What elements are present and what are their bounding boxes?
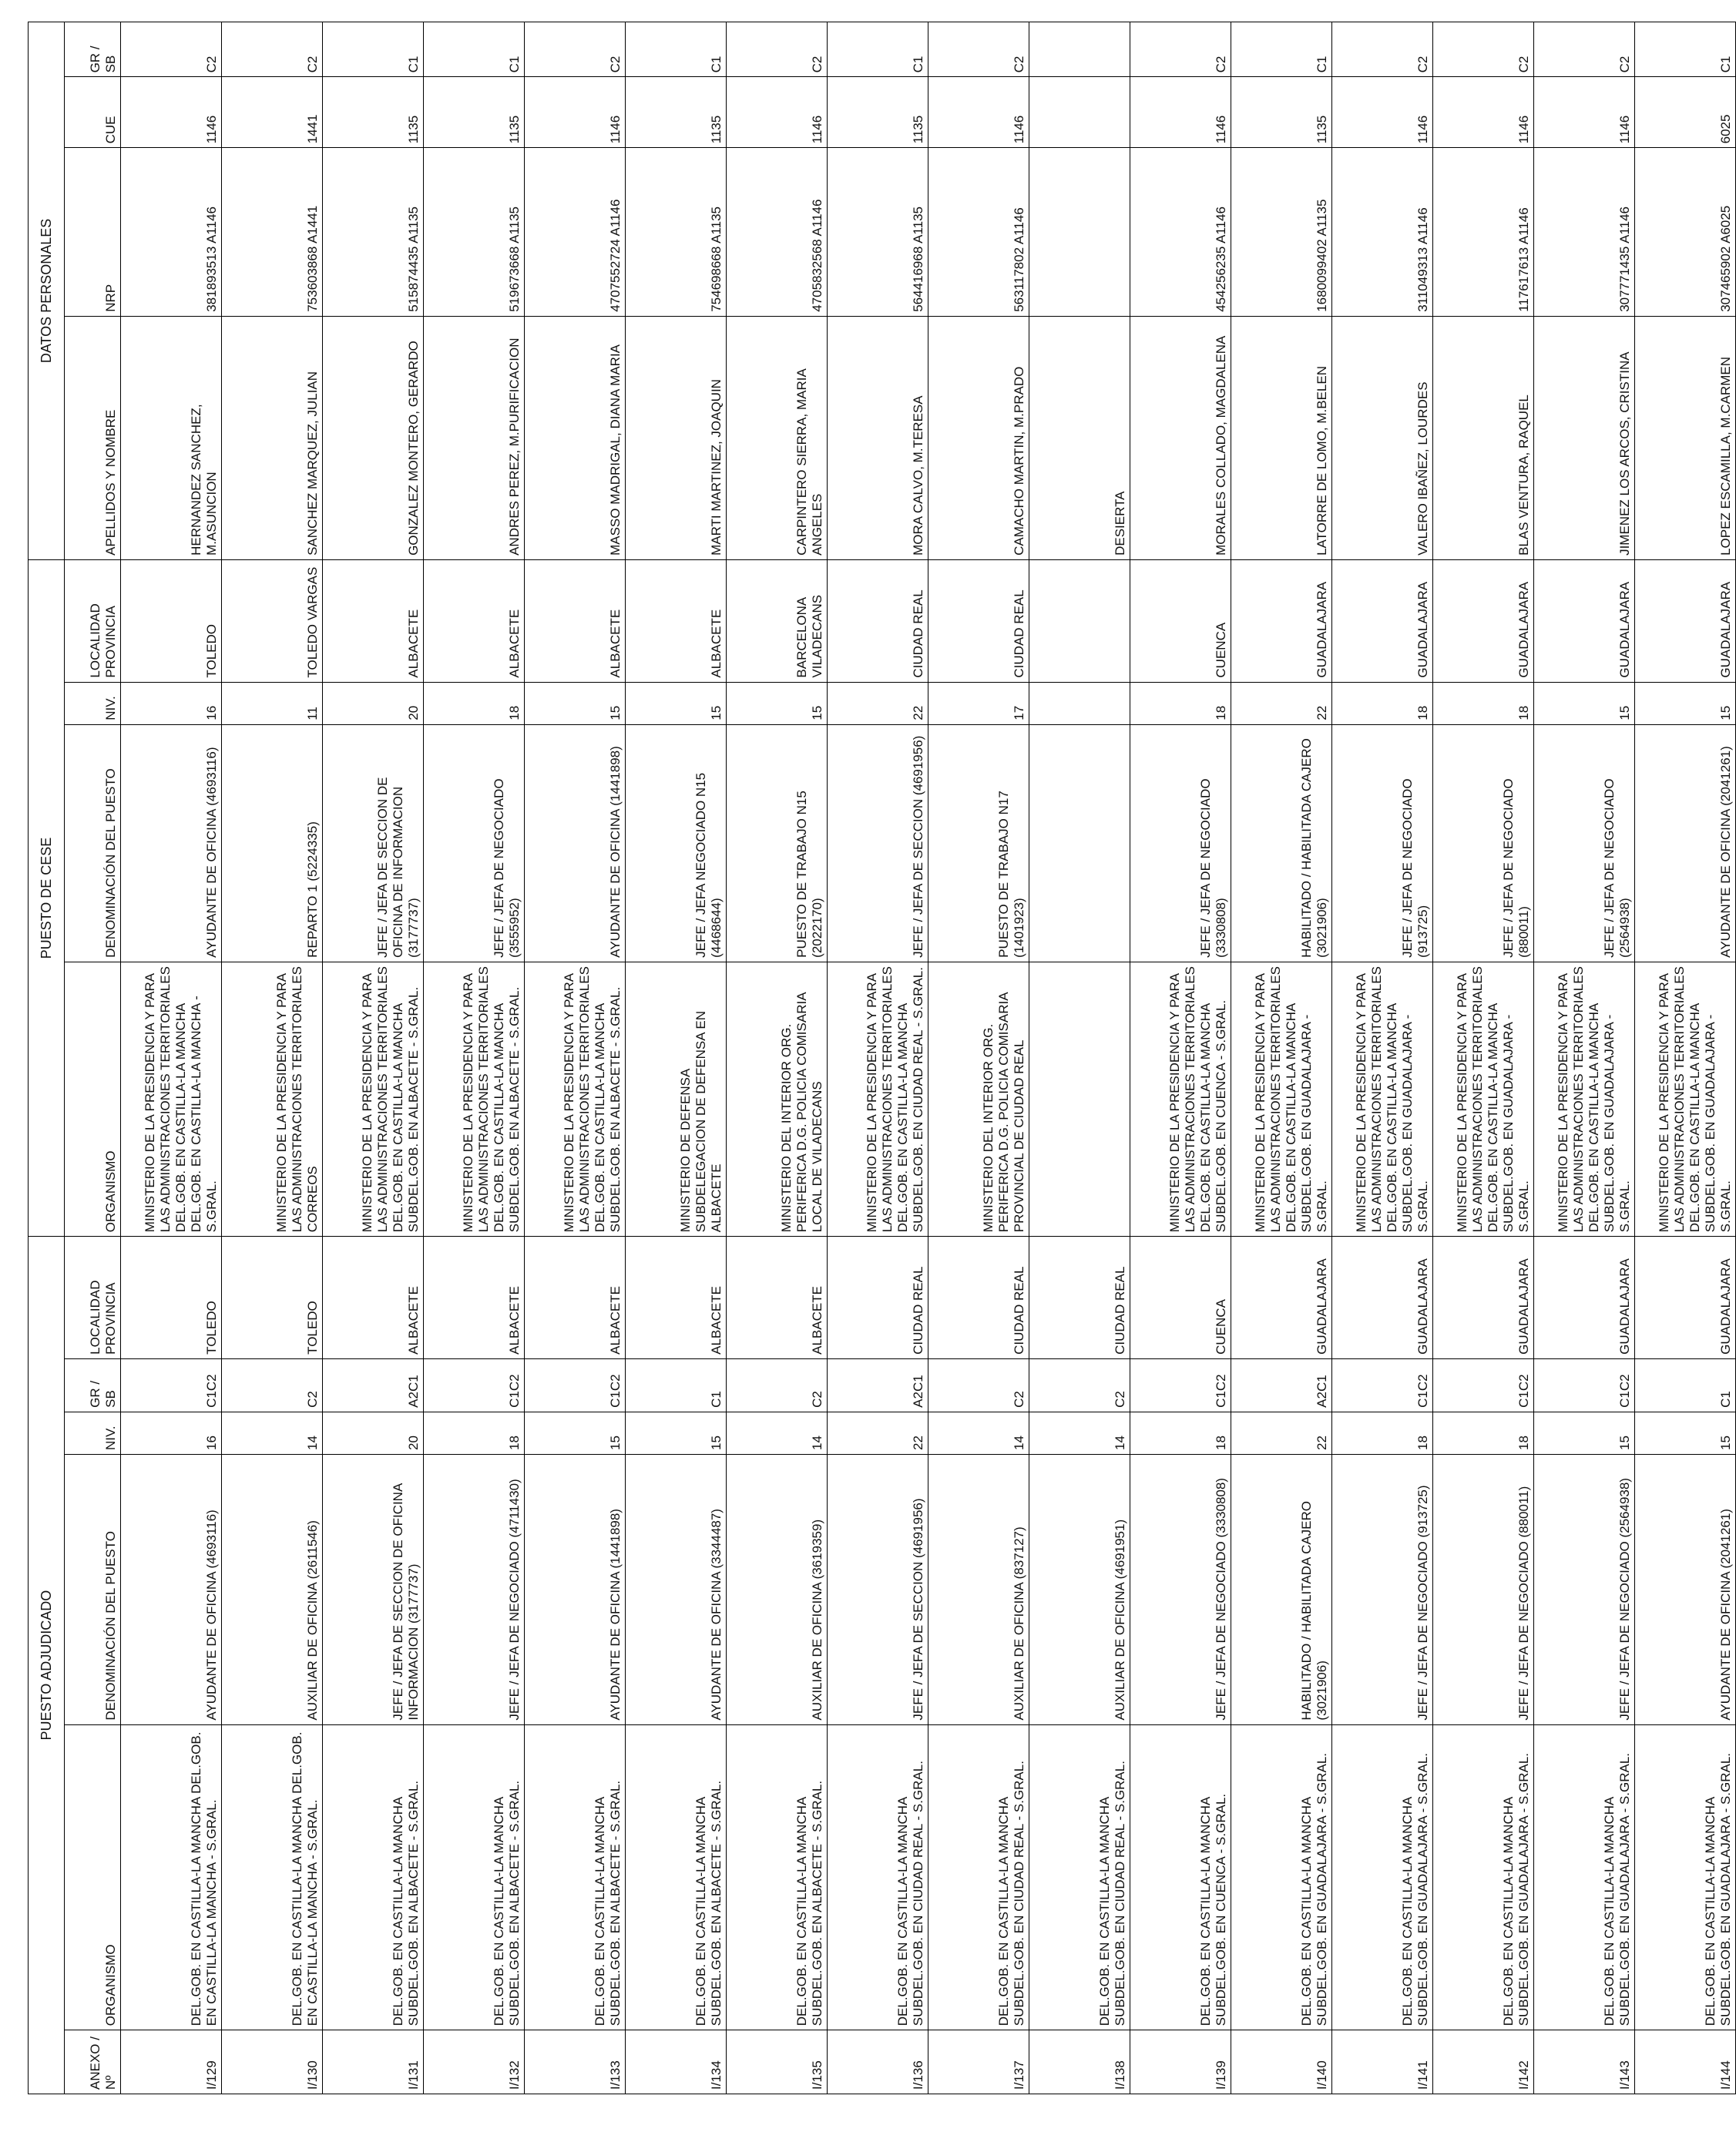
cell-nivel: 22 (828, 1412, 928, 1454)
cell-cuerpo: 1441 (222, 77, 323, 148)
cell-cuerpo: 1135 (828, 77, 928, 148)
cell-personal-grupo: C2 (121, 22, 222, 77)
cell-organismo: DEL.GOB. EN CASTILLA-LA MANCHA SUBDEL.GOB. EN ALBACETE - S.GRAL. (525, 1724, 626, 2030)
cell-denominacion: JEFE / JEFA DE NEGOCIADO (880011) (1433, 1455, 1534, 1725)
cell-apellidos-nombre: DESIERTA (1029, 316, 1130, 559)
cell-cese-organismo: MINISTERIO DE LA PRESIDENCIA Y PARA LAS ADMINISTRACIONES TERRITORIALES DEL.GOB. EN CASTILLA-LA MANCHA SUBDEL.GOB. EN ALBACETE - S.GRAL. (424, 962, 525, 1236)
cell-cese-denominacion: JEFE / JEFA DE NEGOCIADO (2564938) (1534, 724, 1635, 962)
cell-anexo: I/137 (928, 2030, 1029, 2094)
cell-denominacion: HABILITADO / HABILITADA CAJERO (3021906) (1231, 1455, 1332, 1725)
cell-cese-nivel: 18 (1332, 682, 1433, 724)
cell-localidad: CIUDAD REAL (1029, 1237, 1130, 1359)
col-header-organismo: ORGANISMO (65, 1724, 121, 2030)
cell-nivel: 14 (1029, 1412, 1130, 1454)
col-header-cese-localidad: LOCALIDAD PROVINCIA (65, 559, 121, 682)
cell-nivel: 16 (121, 1412, 222, 1454)
cell-denominacion: JEFE / JEFA DE NEGOCIADO (913725) (1332, 1455, 1433, 1725)
cell-personal-grupo: C2 (1130, 22, 1231, 77)
cell-nivel: 15 (626, 1412, 727, 1454)
cell-cese-organismo: MINISTERIO DE LA PRESIDENCIA Y PARA LAS ADMINISTRACIONES TERRITORIALES DEL.GOB. EN CASTILLA-LA MANCHA SUBDEL.GOB. EN CIUDAD REAL - S.GRAL. (828, 962, 928, 1236)
cell-cese-nivel (1029, 682, 1130, 724)
cell-cese-localidad: GUADALAJARA (1231, 559, 1332, 682)
col-header-nivel: NIV. (65, 1412, 121, 1454)
cell-cuerpo: 1146 (121, 77, 222, 148)
cell-localidad: GUADALAJARA (1635, 1237, 1736, 1359)
cell-localidad: ALBACETE (626, 1237, 727, 1359)
cell-cese-organismo: MINISTERIO DEL INTERIOR ORG. PERIFERICA D.G. POLICIA COMISARIA PROVINCIAL DE CIUDAD REAL (928, 962, 1029, 1236)
cell-apellidos-nombre: VALERO IBAÑEZ, LOURDES (1332, 316, 1433, 559)
cell-grupo: C2 (727, 1358, 828, 1412)
cell-nivel: 15 (1534, 1412, 1635, 1454)
cell-apellidos-nombre: GONZALEZ MONTERO, GERARDO (323, 316, 424, 559)
cell-cese-nivel: 15 (626, 682, 727, 724)
cell-nrp: 564416968 A1135 (828, 148, 928, 316)
cell-cese-nivel: 16 (121, 682, 222, 724)
cell-cuerpo: 1135 (1231, 77, 1332, 148)
cell-cese-localidad: ALBACETE (323, 559, 424, 682)
cell-anexo: I/135 (727, 2030, 828, 2094)
cell-personal-grupo: C2 (727, 22, 828, 77)
cell-apellidos-nombre: CARPINTERO SIERRA, MARIA ANGELES (727, 316, 828, 559)
table-row (222, 22, 323, 2094)
cell-anexo: I/144 (1635, 2030, 1736, 2094)
cell-personal-grupo: C2 (928, 22, 1029, 77)
col-header-cese-denominacion: DENOMINACIÓN DEL PUESTO (65, 724, 121, 962)
cell-organismo: DEL.GOB. EN CASTILLA-LA MANCHA SUBDEL.GOB. EN CIUDAD REAL - S.GRAL. (928, 1724, 1029, 2030)
cell-cese-localidad: TOLEDO VARGAS (222, 559, 323, 682)
cell-cese-organismo: MINISTERIO DE LA PRESIDENCIA Y PARA LAS ADMINISTRACIONES TERRITORIALES CORREOS (222, 962, 323, 1236)
cell-cese-denominacion: PUESTO DE TRABAJO N17 (1401923) (928, 724, 1029, 962)
cell-cese-organismo: MINISTERIO DE LA PRESIDENCIA Y PARA LAS ADMINISTRACIONES TERRITORIALES DEL.GOB. EN CASTILLA-LA MANCHA SUBDEL.GOB. EN GUADALAJARA - S.GRAL. (1332, 962, 1433, 1236)
cell-anexo: I/141 (1332, 2030, 1433, 2094)
cell-personal-grupo: C2 (1433, 22, 1534, 77)
col-header-denominacion: DENOMINACIÓN DEL PUESTO (65, 1455, 121, 1725)
cell-denominacion: JEFE / JEFA DE SECCION DE OFICINA INFORMACION (3177737) (323, 1455, 424, 1725)
cell-grupo: A2C1 (828, 1358, 928, 1412)
cell-cuerpo: 1146 (1433, 77, 1534, 148)
cell-grupo: C1 (1635, 1358, 1736, 1412)
cell-personal-grupo: C1 (424, 22, 525, 77)
cell-apellidos-nombre: ANDRES PEREZ, M.PURIFICACION (424, 316, 525, 559)
cell-cese-localidad: CIUDAD REAL (828, 559, 928, 682)
cell-cese-localidad: GUADALAJARA (1635, 559, 1736, 682)
cell-cese-localidad: GUADALAJARA (1534, 559, 1635, 682)
col-header-cuerpo: CUE (65, 77, 121, 148)
cell-denominacion: JEFE / JEFA DE SECCION (4691956) (828, 1455, 928, 1725)
table-row (1029, 22, 1130, 2094)
table-row (1231, 22, 1332, 2094)
cell-cuerpo: 1135 (323, 77, 424, 148)
col-header-cese-organismo: ORGANISMO (65, 962, 121, 1236)
cell-anexo: I/134 (626, 2030, 727, 2094)
cell-grupo: C1 (626, 1358, 727, 1412)
cell-cese-localidad: TOLEDO (121, 559, 222, 682)
cell-apellidos-nombre: SANCHEZ MARQUEZ, JULIAN (222, 316, 323, 559)
cell-nrp: 307465902 A6025 (1635, 148, 1736, 316)
cell-nivel: 18 (1332, 1412, 1433, 1454)
cell-nrp: 381893513 A1146 (121, 148, 222, 316)
cell-cese-nivel: 11 (222, 682, 323, 724)
cell-anexo: I/132 (424, 2030, 525, 2094)
cell-cese-organismo: MINISTERIO DE LA PRESIDENCIA Y PARA LAS ADMINISTRACIONES TERRITORIALES DEL.GOB. EN CASTILLA-LA MANCHA SUBDEL.GOB. EN GUADALAJARA - S.GRAL. (1433, 962, 1534, 1236)
cell-cese-denominacion: REPARTO 1 (5224335) (222, 724, 323, 962)
cell-localidad: TOLEDO (121, 1237, 222, 1359)
cell-nivel: 14 (928, 1412, 1029, 1454)
cell-cese-denominacion: JEFE / JEFA DE SECCION DE OFICINA DE INFORMACION (3177737) (323, 724, 424, 962)
cell-nivel: 20 (323, 1412, 424, 1454)
cell-cese-nivel: 18 (1130, 682, 1231, 724)
cell-grupo: C1C2 (1433, 1358, 1534, 1412)
cell-apellidos-nombre: MORALES COLLADO, MAGDALENA (1130, 316, 1231, 559)
cell-denominacion: AUXILIAR DE OFICINA (3619359) (727, 1455, 828, 1725)
cell-cuerpo: 1146 (727, 77, 828, 148)
table-row (323, 22, 424, 2094)
cell-organismo: DEL.GOB. EN CASTILLA-LA MANCHA SUBDEL.GOB. EN ALBACETE - S.GRAL. (727, 1724, 828, 2030)
cell-cuerpo: 1146 (1332, 77, 1433, 148)
group-puesto-adjudicado: PUESTO ADJUDICADO (29, 1237, 65, 2094)
cell-cese-denominacion (1029, 724, 1130, 962)
cell-cese-denominacion: AYUDANTE DE OFICINA (1441898) (525, 724, 626, 962)
cell-nrp: 4705832568 A1146 (727, 148, 828, 316)
cell-anexo: I/143 (1534, 2030, 1635, 2094)
cell-cese-denominacion: AYUDANTE DE OFICINA (4693116) (121, 724, 222, 962)
cell-cese-organismo: MINISTERIO DE LA PRESIDENCIA Y PARA LAS ADMINISTRACIONES TERRITORIALES DEL.GOB. EN CASTILLA-LA MANCHA SUBDEL.GOB. EN GUADALAJARA - S.GRAL. (1534, 962, 1635, 1236)
cell-nrp: 1680099402 A1135 (1231, 148, 1332, 316)
cell-personal-grupo: C1 (323, 22, 424, 77)
cell-nrp: 307771435 A1146 (1534, 148, 1635, 316)
cell-personal-grupo: C1 (828, 22, 928, 77)
cell-cese-denominacion: JEFE / JEFA DE NEGOCIADO (880011) (1433, 724, 1534, 962)
cell-nivel: 15 (525, 1412, 626, 1454)
cell-personal-grupo: C2 (1332, 22, 1433, 77)
cell-nrp (1029, 148, 1130, 316)
table-row (928, 22, 1029, 2094)
cell-grupo: C2 (222, 1358, 323, 1412)
cell-cuerpo: 1146 (1130, 77, 1231, 148)
cell-cuerpo: 1146 (1534, 77, 1635, 148)
cell-nivel: 22 (1231, 1412, 1332, 1454)
cell-nrp: 519673668 A1135 (424, 148, 525, 316)
cell-apellidos-nombre: HERNANDEZ SANCHEZ, M.ASUNCION (121, 316, 222, 559)
table-row (626, 22, 727, 2094)
cell-grupo: C2 (928, 1358, 1029, 1412)
table-row (1433, 22, 1534, 2094)
cell-nrp: 753603868 A1441 (222, 148, 323, 316)
group-header-row (29, 22, 65, 2094)
cell-apellidos-nombre: MARTI MARTINEZ, JOAQUIN (626, 316, 727, 559)
cell-localidad: GUADALAJARA (1332, 1237, 1433, 1359)
cell-personal-grupo: C2 (222, 22, 323, 77)
cell-nrp: 454256235 A1146 (1130, 148, 1231, 316)
cell-cese-organismo (1029, 962, 1130, 1236)
cell-denominacion: AUXILIAR DE OFICINA (2611546) (222, 1455, 323, 1725)
cell-cuerpo: 1135 (424, 77, 525, 148)
cell-denominacion: AYUDANTE DE OFICINA (2041261) (1635, 1455, 1736, 1725)
cell-anexo: I/140 (1231, 2030, 1332, 2094)
cell-denominacion: AYUDANTE DE OFICINA (3344487) (626, 1455, 727, 1725)
col-header-apellidos-nombre: APELLIDOS Y NOMBRE (65, 316, 121, 559)
cell-anexo: I/133 (525, 2030, 626, 2094)
cell-cese-denominacion: JEFE / JEFA DE NEGOCIADO (3555952) (424, 724, 525, 962)
group-datos-personales: DATOS PERSONALES (29, 22, 65, 560)
cell-nivel: 14 (222, 1412, 323, 1454)
cell-organismo: DEL.GOB. EN CASTILLA-LA MANCHA SUBDEL.GOB. EN ALBACETE - S.GRAL. (626, 1724, 727, 2030)
cell-nrp: 311049313 A1146 (1332, 148, 1433, 316)
cell-cuerpo: 6025 (1635, 77, 1736, 148)
cell-organismo: DEL.GOB. EN CASTILLA-LA MANCHA SUBDEL.GOB. EN GUADALAJARA - S.GRAL. (1635, 1724, 1736, 2030)
cell-grupo: A2C1 (1231, 1358, 1332, 1412)
table-row (727, 22, 828, 2094)
cell-nrp: 4707552724 A1146 (525, 148, 626, 316)
cell-cese-organismo: MINISTERIO DE LA PRESIDENCIA Y PARA LAS ADMINISTRACIONES TERRITORIALES DEL.GOB. EN CASTILLA-LA MANCHA SUBDEL.GOB. EN ALBACETE - S.GRAL. (323, 962, 424, 1236)
cell-cese-denominacion: AYUDANTE DE OFICINA (2041261) (1635, 724, 1736, 962)
cell-personal-grupo: C2 (525, 22, 626, 77)
cell-cese-nivel: 18 (424, 682, 525, 724)
cell-cese-organismo: MINISTERIO DE DEFENSA SUBDELEGACION DE DEFENSA EN ALBACETE (626, 962, 727, 1236)
cell-apellidos-nombre: LOPEZ ESCAMILLA, M.CARMEN (1635, 316, 1736, 559)
cell-anexo: I/130 (222, 2030, 323, 2094)
cell-cese-denominacion: PUESTO DE TRABAJO N15 (2022170) (727, 724, 828, 962)
table-row (525, 22, 626, 2094)
group-puesto-cese: PUESTO DE CESE (29, 559, 65, 1236)
cell-personal-grupo (1029, 22, 1130, 77)
cell-localidad: ALBACETE (525, 1237, 626, 1359)
cell-cese-localidad: BARCELONA VILADECANS (727, 559, 828, 682)
cell-cese-nivel: 18 (1433, 682, 1534, 724)
cell-cese-organismo: MINISTERIO DE LA PRESIDENCIA Y PARA LAS ADMINISTRACIONES TERRITORIALES DEL.GOB. EN CASTILLA-LA MANCHA DEL.GOB. EN CASTILLA-LA MANCHA - S.GRAL. (121, 962, 222, 1236)
cell-organismo: DEL.GOB. EN CASTILLA-LA MANCHA SUBDEL.GOB. EN CIUDAD REAL - S.GRAL. (828, 1724, 928, 2030)
cell-cese-localidad: GUADALAJARA (1433, 559, 1534, 682)
cell-organismo: DEL.GOB. EN CASTILLA-LA MANCHA SUBDEL.GOB. EN CUENCA - S.GRAL. (1130, 1724, 1231, 2030)
cell-cese-localidad: GUADALAJARA (1332, 559, 1433, 682)
cell-organismo: DEL.GOB. EN CASTILLA-LA MANCHA SUBDEL.GOB. EN GUADALAJARA - S.GRAL. (1231, 1724, 1332, 2030)
cell-nrp: 754698668 A1135 (626, 148, 727, 316)
cell-personal-grupo: C2 (1534, 22, 1635, 77)
cell-denominacion: AUXILIAR DE OFICINA (4691951) (1029, 1455, 1130, 1725)
cell-apellidos-nombre: BLAS VENTURA, RAQUEL (1433, 316, 1534, 559)
cell-denominacion: JEFE / JEFA DE NEGOCIADO (2564938) (1534, 1455, 1635, 1725)
cell-localidad: CUENCA (1130, 1237, 1231, 1359)
cell-personal-grupo: C1 (1635, 22, 1736, 77)
cell-nrp: 563117802 A1146 (928, 148, 1029, 316)
cell-cese-nivel: 15 (525, 682, 626, 724)
cell-cese-denominacion: JEFE / JEFA DE SECCION (4691956) (828, 724, 928, 962)
cell-organismo: DEL.GOB. EN CASTILLA-LA MANCHA SUBDEL.GOB. EN ALBACETE - S.GRAL. (424, 1724, 525, 2030)
cell-apellidos-nombre: MASSO MADRIGAL, DIANA MARIA (525, 316, 626, 559)
cell-anexo: I/129 (121, 2030, 222, 2094)
cell-apellidos-nombre: JIMENEZ LOS ARCOS, CRISTINA (1534, 316, 1635, 559)
cell-grupo: C1C2 (1534, 1358, 1635, 1412)
cell-nivel: 18 (1130, 1412, 1231, 1454)
col-header-localidad: LOCALIDAD PROVINCIA (65, 1237, 121, 1359)
col-header-anexo: ANEXO / Nº (65, 2030, 121, 2094)
cell-organismo: DEL.GOB. EN CASTILLA-LA MANCHA SUBDEL.GOB. EN GUADALAJARA - S.GRAL. (1534, 1724, 1635, 2030)
cell-localidad: GUADALAJARA (1231, 1237, 1332, 1359)
cell-anexo: I/131 (323, 2030, 424, 2094)
cell-cese-organismo: MINISTERIO DEL INTERIOR ORG. PERIFERICA D.G. POLICIA COMISARIA LOCAL DE VILADECANS (727, 962, 828, 1236)
cell-denominacion: AYUDANTE DE OFICINA (4693116) (121, 1455, 222, 1725)
table-row (424, 22, 525, 2094)
cell-cese-denominacion: JEFE / JEFA NEGOCIADO N15 (4468644) (626, 724, 727, 962)
cell-personal-grupo: C1 (626, 22, 727, 77)
table-row (828, 22, 928, 2094)
cell-cuerpo: 1146 (928, 77, 1029, 148)
cell-cese-organismo: MINISTERIO DE LA PRESIDENCIA Y PARA LAS ADMINISTRACIONES TERRITORIALES DEL.GOB. EN CASTILLA-LA MANCHA SUBDEL.GOB. EN GUADALAJARA - S.GRAL. (1635, 962, 1736, 1236)
cell-cese-localidad (1029, 559, 1130, 682)
cell-cese-nivel: 22 (1231, 682, 1332, 724)
cell-anexo: I/142 (1433, 2030, 1534, 2094)
col-header-personal-grupo: GR / SB (65, 22, 121, 77)
table-row (1332, 22, 1433, 2094)
appointments-table (28, 22, 1736, 2094)
cell-nivel: 14 (727, 1412, 828, 1454)
cell-cese-organismo: MINISTERIO DE LA PRESIDENCIA Y PARA LAS ADMINISTRACIONES TERRITORIALES DEL.GOB. EN CASTILLA-LA MANCHA SUBDEL.GOB. EN ALBACETE - S.GRAL. (525, 962, 626, 1236)
cell-nivel: 15 (1635, 1412, 1736, 1454)
cell-localidad: ALBACETE (424, 1237, 525, 1359)
cell-grupo: C1C2 (1332, 1358, 1433, 1412)
col-header-cese-nivel: NIV. (65, 682, 121, 724)
cell-localidad: CIUDAD REAL (928, 1237, 1029, 1359)
col-header-grupo: GR / SB (65, 1358, 121, 1412)
cell-grupo: A2C1 (323, 1358, 424, 1412)
cell-denominacion: AUXILIAR DE OFICINA (837127) (928, 1455, 1029, 1725)
cell-cese-nivel: 20 (323, 682, 424, 724)
cell-nrp: 515874435 A1135 (323, 148, 424, 316)
cell-cese-nivel: 15 (1534, 682, 1635, 724)
column-header-row (65, 22, 121, 2094)
cell-cuerpo: 1146 (525, 77, 626, 148)
cell-cese-localidad: ALBACETE (525, 559, 626, 682)
cell-cese-organismo: MINISTERIO DE LA PRESIDENCIA Y PARA LAS ADMINISTRACIONES TERRITORIALES DEL.GOB. EN CASTILLA-LA MANCHA SUBDEL.GOB. EN CUENCA - S.GRAL. (1130, 962, 1231, 1236)
cell-anexo: I/139 (1130, 2030, 1231, 2094)
cell-cese-localidad: ALBACETE (424, 559, 525, 682)
cell-cuerpo: 1135 (626, 77, 727, 148)
table-row (1130, 22, 1231, 2094)
cell-cese-localidad: ALBACETE (626, 559, 727, 682)
cell-grupo: C1C2 (525, 1358, 626, 1412)
cell-organismo: DEL.GOB. EN CASTILLA-LA MANCHA SUBDEL.GOB. EN ALBACETE - S.GRAL. (323, 1724, 424, 2030)
table-body (121, 22, 1736, 2094)
cell-organismo: DEL.GOB. EN CASTILLA-LA MANCHA DEL.GOB. EN CASTILLA-LA MANCHA - S.GRAL. (222, 1724, 323, 2030)
cell-localidad: CIUDAD REAL (828, 1237, 928, 1359)
cell-denominacion: JEFE / JEFA DE NEGOCIADO (4711430) (424, 1455, 525, 1725)
cell-apellidos-nombre: CAMACHO MARTIN, M.PRADO (928, 316, 1029, 559)
cell-cuerpo (1029, 77, 1130, 148)
cell-nivel: 18 (424, 1412, 525, 1454)
cell-organismo: DEL.GOB. EN CASTILLA-LA MANCHA SUBDEL.GOB. EN GUADALAJARA - S.GRAL. (1433, 1724, 1534, 2030)
cell-anexo: I/138 (1029, 2030, 1130, 2094)
cell-grupo: C1C2 (424, 1358, 525, 1412)
table-row (1635, 22, 1736, 2094)
cell-localidad: ALBACETE (727, 1237, 828, 1359)
table-row (1534, 22, 1635, 2094)
cell-localidad: ALBACETE (323, 1237, 424, 1359)
cell-personal-grupo: C1 (1231, 22, 1332, 77)
cell-apellidos-nombre: LATORRE DE LOMO, M.BELEN (1231, 316, 1332, 559)
cell-grupo: C2 (1029, 1358, 1130, 1412)
cell-nrp: 117617613 A1146 (1433, 148, 1534, 316)
table-row (121, 22, 222, 2094)
cell-denominacion: AYUDANTE DE OFICINA (1441898) (525, 1455, 626, 1725)
cell-grupo: C1C2 (121, 1358, 222, 1412)
cell-cese-denominacion: HABILITADO / HABILITADA CAJERO (3021906) (1231, 724, 1332, 962)
cell-localidad: GUADALAJARA (1534, 1237, 1635, 1359)
cell-cese-localidad: CUENCA (1130, 559, 1231, 682)
cell-cese-nivel: 15 (727, 682, 828, 724)
cell-cese-nivel: 22 (828, 682, 928, 724)
cell-apellidos-nombre: MORA CALVO, M.TERESA (828, 316, 928, 559)
cell-anexo: I/136 (828, 2030, 928, 2094)
cell-cese-nivel: 17 (928, 682, 1029, 724)
cell-nivel: 18 (1433, 1412, 1534, 1454)
cell-localidad: GUADALAJARA (1433, 1237, 1534, 1359)
cell-cese-organismo: MINISTERIO DE LA PRESIDENCIA Y PARA LAS ADMINISTRACIONES TERRITORIALES DEL.GOB. EN CASTILLA-LA MANCHA SUBDEL.GOB. EN GUADALAJARA - S.GRAL. (1231, 962, 1332, 1236)
cell-cese-nivel: 15 (1635, 682, 1736, 724)
col-header-nrp: NRP (65, 148, 121, 316)
cell-cese-localidad: CIUDAD REAL (928, 559, 1029, 682)
cell-grupo: C1C2 (1130, 1358, 1231, 1412)
cell-organismo: DEL.GOB. EN CASTILLA-LA MANCHA SUBDEL.GOB. EN GUADALAJARA - S.GRAL. (1332, 1724, 1433, 2030)
cell-organismo: DEL.GOB. EN CASTILLA-LA MANCHA DEL.GOB. EN CASTILLA-LA MANCHA - S.GRAL. (121, 1724, 222, 2030)
cell-localidad: TOLEDO (222, 1237, 323, 1359)
cell-organismo: DEL.GOB. EN CASTILLA-LA MANCHA SUBDEL.GOB. EN CIUDAD REAL - S.GRAL. (1029, 1724, 1130, 2030)
cell-cese-denominacion: JEFE / JEFA DE NEGOCIADO (913725) (1332, 724, 1433, 962)
cell-cese-denominacion: JEFE / JEFA DE NEGOCIADO (3330808) (1130, 724, 1231, 962)
cell-denominacion: JEFE / JEFA DE NEGOCIADO (3330808) (1130, 1455, 1231, 1725)
